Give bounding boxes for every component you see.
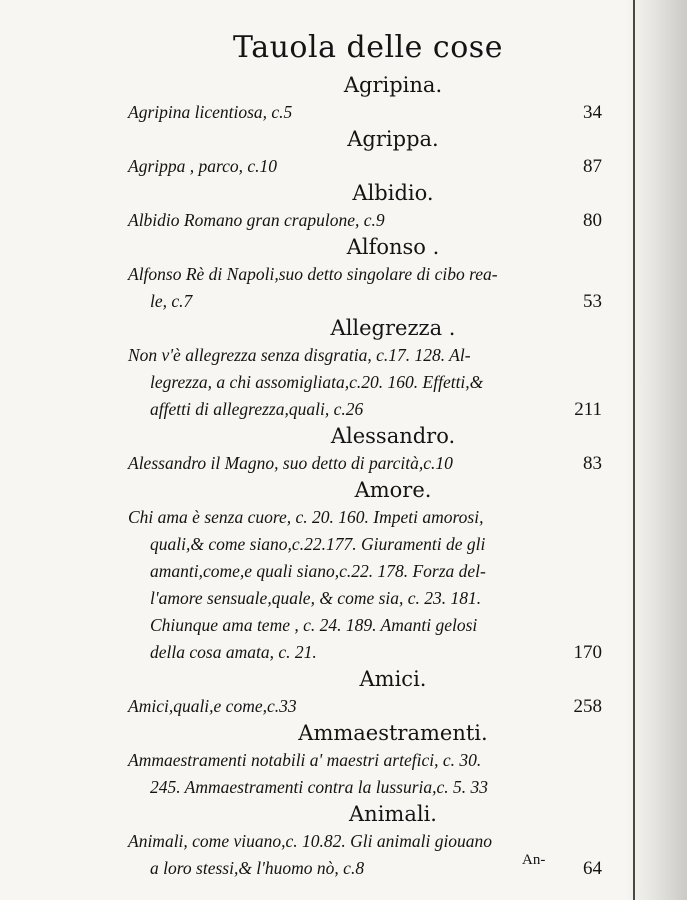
entry-text: l'amore sensuale,quale, & come sia, c. 23. 181. [150,588,482,608]
entry-text: amanti,come,e quali siano,c.22. 178. Forza del- [150,561,486,581]
entry-text: Albidio Romano gran crapulone, c.9 [128,210,385,230]
index-entry-line [128,747,598,774]
index-entry-line [128,207,602,234]
catchword: An- [522,852,546,868]
page-number: 80 [583,210,602,231]
index-entry-line [128,693,602,720]
entry-text: a loro stessi,& l'huomo nò, c.8 [150,858,365,878]
page-number: 87 [583,156,602,177]
entry-text: le, c.7 [150,291,193,311]
entry-text: Agripina licentiosa, c.5 [128,102,293,122]
entry-text: 245. Ammaestramenti contra la lussuria,c. 5. 33 [150,777,489,797]
index-entry-line [128,153,602,180]
index-entry-line [128,261,598,288]
section-heading: Ammaestramenti. [298,721,488,745]
section-heading: Amore. [354,478,432,502]
index-entry-line [128,342,598,369]
page-number: 53 [583,291,602,312]
section-heading: Alessandro. [330,424,456,448]
entry-text: Ammaestramenti notabili a' maestri artefici, c. 30. [128,750,482,770]
page-number: 170 [573,642,602,663]
entry-text: quali,& come siano,c.22.177. Giuramenti de gli [150,534,486,554]
section-heading: Animali. [349,802,437,826]
index-sections [128,72,602,882]
index-entry-line [128,558,598,585]
page-number: 34 [583,102,602,123]
index-entry-line [128,612,598,639]
section-heading: Amici. [359,667,427,691]
index-entry-line [128,531,598,558]
entry-text: Chiunque ama teme , c. 24. 189. Amanti gelosi [150,615,478,635]
index-entry-line [128,585,598,612]
index-entry-line [128,369,598,396]
entry-text: Agrippa , parco, c.10 [128,156,278,176]
section-heading: Agripina. [343,73,443,97]
section-heading: Agrippa. [347,127,439,151]
index-entry-line [128,504,598,531]
index-entry-line [128,774,598,801]
index-entry-line [128,828,598,855]
section-heading: Albidio. [352,181,434,205]
entry-text: Alfonso Rè di Napoli,suo detto singolare di cibo rea- [128,264,498,284]
section-heading: Allegrezza . [330,316,456,340]
index-entry-line [128,396,602,423]
index-entry-line [128,99,602,126]
entry-text: Amici,quali,e come,c.33 [128,696,297,716]
page-number: 211 [574,399,602,420]
entry-text: della cosa amata, c. 21. [150,642,317,662]
entry-text: Chi ama è senza cuore, c. 20. 160. Impeti amorosi, [128,507,484,527]
section-heading: Alfonso . [346,235,440,259]
entry-text: Animali, come viuano,c. 10.82. Gli animali giouano [128,831,493,851]
index-entry-line [128,639,602,666]
page-number: 83 [583,453,602,474]
entry-text: affetti di allegrezza,quali, c.26 [150,399,364,419]
index-entry-line [128,288,602,315]
index-entry-line [128,450,602,477]
page-number: 64 [583,858,602,879]
entry-text: Non v'è allegrezza senza disgratia, c.17. 128. Al- [128,345,471,365]
page-edge-line [633,0,635,900]
page-title: Tauola delle cose [233,30,503,65]
index-page [128,28,602,882]
page-number: 258 [573,696,602,717]
entry-text: Alessandro il Magno, suo detto di parcità,c.10 [128,453,453,473]
entry-text: legrezza, a chi assomigliata,c.20. 160. Effetti,& [150,372,484,392]
